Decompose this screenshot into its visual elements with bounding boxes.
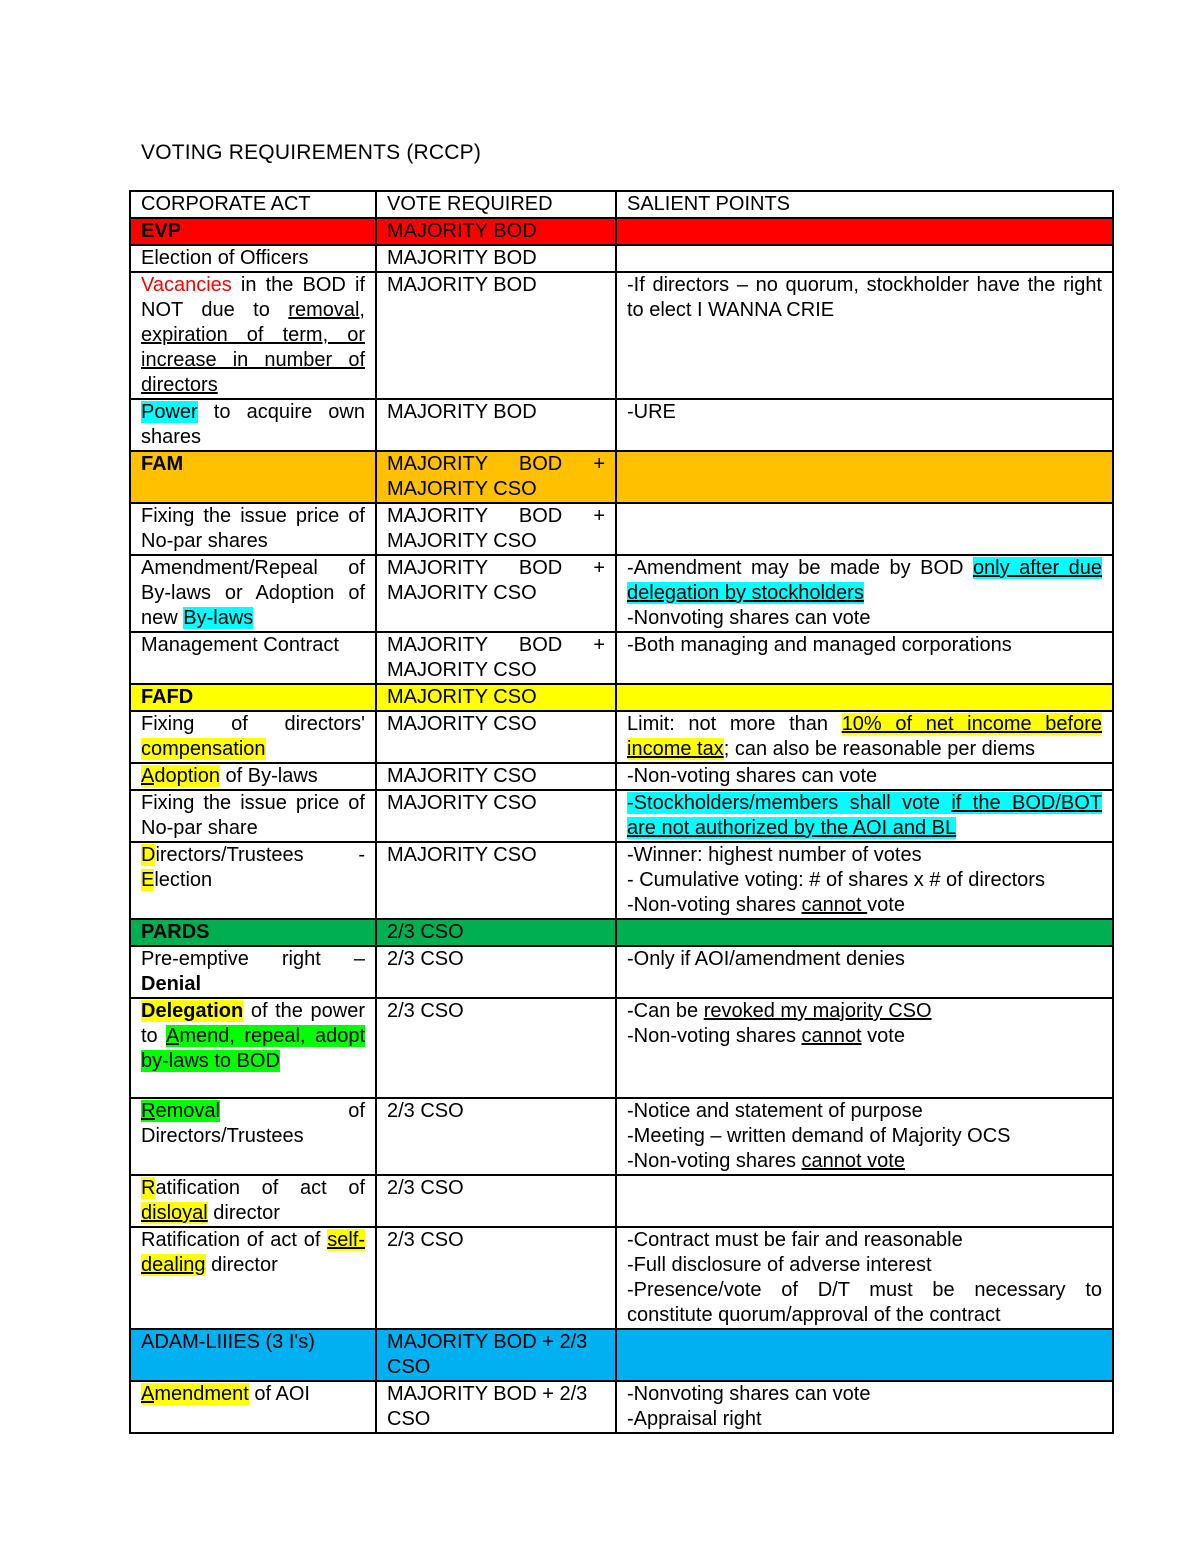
vote-cell: MAJORITY BOD + 2/3 CSO bbox=[376, 1329, 616, 1381]
point-text: revoked my majority CSO bbox=[703, 1000, 932, 1022]
act-text: lection bbox=[154, 869, 213, 891]
point-text: only after due delegation by stockholders bbox=[627, 557, 1102, 604]
act-text: R bbox=[141, 1177, 156, 1199]
group-label: PARDS bbox=[130, 919, 376, 946]
vote-cell: MAJORITY BOD + MAJORITY CSO bbox=[376, 632, 616, 684]
point-line bbox=[627, 999, 1102, 1024]
act-text: to acquire own shares bbox=[141, 401, 365, 448]
act-cell bbox=[130, 555, 376, 632]
point-line: -Notice and statement of purpose bbox=[627, 1100, 923, 1122]
act-cell bbox=[130, 763, 376, 790]
table-row bbox=[130, 632, 1113, 684]
act-cell bbox=[130, 842, 376, 919]
vote-cell: 2/3 CSO bbox=[376, 998, 616, 1098]
vote-cell: MAJORITY BOD + 2/3 CSO bbox=[376, 1381, 616, 1433]
table-row bbox=[130, 245, 1113, 272]
point-text: - bbox=[627, 792, 634, 814]
act-text: D bbox=[141, 844, 156, 866]
point-text: -Non-voting shares bbox=[627, 1025, 802, 1047]
vote-cell: MAJORITY BOD + MAJORITY CSO bbox=[376, 451, 616, 503]
header-vote-required: VOTE REQUIRED bbox=[376, 191, 616, 218]
point-line: -Nonvoting shares can vote bbox=[627, 607, 871, 629]
point-text: if the BOD/BOT are not authorized by the AOI and BL bbox=[627, 792, 1102, 839]
vote-cell: MAJORITY BOD + MAJORITY CSO bbox=[376, 503, 616, 555]
vote-cell: MAJORITY BOD + MAJORITY CSO bbox=[376, 555, 616, 632]
point-text: -Non-voting shares bbox=[627, 894, 802, 916]
vote-cell: MAJORITY CSO bbox=[376, 790, 616, 842]
point-line: -Contract must be fair and reasonable bbox=[627, 1229, 963, 1251]
act-text: Fixing of directors' bbox=[141, 713, 365, 735]
act-cell bbox=[130, 1098, 376, 1175]
point-line: -Nonvoting shares can vote bbox=[627, 1383, 871, 1405]
act-cell: Management Contract bbox=[130, 632, 376, 684]
act-text: of By-laws bbox=[219, 765, 318, 787]
group-row-fam bbox=[130, 451, 1113, 503]
vote-cell: MAJORITY BOD bbox=[376, 272, 616, 399]
table-row bbox=[130, 998, 1113, 1098]
table-row bbox=[130, 842, 1113, 919]
group-row-fafd bbox=[130, 684, 1113, 711]
act-text: Pre-emptive right – bbox=[141, 948, 365, 970]
point-text: cannot bbox=[801, 894, 868, 916]
table-row bbox=[130, 763, 1113, 790]
point-line bbox=[627, 556, 1102, 606]
group-label: EVP bbox=[130, 218, 376, 245]
act-cell bbox=[130, 711, 376, 763]
act-text: of Directors/Trustees bbox=[141, 1100, 365, 1147]
points-cell bbox=[616, 790, 1113, 842]
act-text: compensation bbox=[141, 738, 266, 760]
points-cell bbox=[616, 555, 1113, 632]
point-text: Stockholders/members shall vote bbox=[633, 792, 952, 814]
vote-cell: MAJORITY BOD bbox=[376, 399, 616, 451]
points-cell bbox=[616, 842, 1113, 919]
vote-cell: 2/3 CSO bbox=[376, 919, 616, 946]
act-text: A bbox=[166, 1025, 180, 1047]
vote-cell: 2/3 CSO bbox=[376, 1227, 616, 1329]
table-row bbox=[130, 555, 1113, 632]
points-cell bbox=[616, 218, 1113, 245]
group-label: ADAM-LIIIES (3 I's) bbox=[130, 1329, 376, 1381]
vote-cell: MAJORITY BOD bbox=[376, 218, 616, 245]
page-title: VOTING REQUIREMENTS (RCCP) bbox=[141, 141, 482, 164]
points-cell bbox=[616, 1329, 1113, 1381]
table-row bbox=[130, 946, 1113, 998]
point-text: vote bbox=[861, 1025, 905, 1047]
act-text: removal, expiration of term, or increase in number of directors bbox=[141, 299, 365, 396]
table-row bbox=[130, 711, 1113, 763]
table-row bbox=[130, 399, 1113, 451]
act-cell bbox=[130, 272, 376, 399]
table-row bbox=[130, 503, 1113, 555]
act-text: of the power to bbox=[141, 1000, 365, 1047]
voting-requirements-table bbox=[129, 190, 1114, 1434]
act-text: irectors/Trustees - bbox=[155, 844, 365, 866]
group-row-evp bbox=[130, 218, 1113, 245]
act-text: E bbox=[141, 869, 155, 891]
points-cell: -Both managing and managed corporations bbox=[616, 632, 1113, 684]
vote-cell: MAJORITY CSO bbox=[376, 711, 616, 763]
act-text: mendment bbox=[154, 1383, 249, 1405]
table-header-row bbox=[130, 191, 1113, 218]
point-text: cannot vote bbox=[801, 1150, 905, 1172]
points-cell: -If directors – no quorum, stockholder have the right to elect I WANNA CRIE bbox=[616, 272, 1113, 399]
point-line: -Meeting – written demand of Majority OCS bbox=[627, 1125, 1011, 1147]
point-line: -Winner: highest number of votes bbox=[627, 844, 922, 866]
act-text: A bbox=[141, 765, 155, 787]
point-line: -Full disclosure of adverse interest bbox=[627, 1254, 932, 1276]
points-cell: -Only if AOI/amendment denies bbox=[616, 946, 1113, 998]
vote-cell: 2/3 CSO bbox=[376, 1175, 616, 1227]
group-label: FAFD bbox=[130, 684, 376, 711]
points-cell bbox=[616, 503, 1113, 555]
act-cell: Fixing the issue price of No-par share bbox=[130, 790, 376, 842]
point-line: -Appraisal right bbox=[627, 1408, 762, 1430]
act-text: Denial bbox=[141, 973, 202, 995]
points-cell bbox=[616, 245, 1113, 272]
act-cell bbox=[130, 998, 376, 1098]
point-text: -Can be bbox=[627, 1000, 704, 1022]
point-line bbox=[627, 893, 1102, 918]
act-text: By-laws bbox=[183, 607, 254, 629]
act-text: Power bbox=[141, 401, 198, 423]
point-line bbox=[627, 1024, 1102, 1049]
points-cell: -URE bbox=[616, 399, 1113, 451]
point-line bbox=[627, 1149, 1102, 1174]
group-row-adam bbox=[130, 1329, 1113, 1381]
group-label: FAM bbox=[130, 451, 376, 503]
points-cell bbox=[616, 1227, 1113, 1329]
header-salient-points: SALIENT POINTS bbox=[616, 191, 1113, 218]
act-cell bbox=[130, 1381, 376, 1433]
points-cell bbox=[616, 1175, 1113, 1227]
table-row bbox=[130, 1227, 1113, 1329]
points-cell bbox=[616, 1098, 1113, 1175]
vote-cell: MAJORITY BOD bbox=[376, 245, 616, 272]
act-text: of AOI bbox=[248, 1383, 310, 1405]
act-cell bbox=[130, 1175, 376, 1227]
point-text: ; can also be reasonable per diems bbox=[723, 738, 1036, 760]
vote-cell: MAJORITY CSO bbox=[376, 763, 616, 790]
vote-cell: 2/3 CSO bbox=[376, 946, 616, 998]
act-text: disloyal bbox=[141, 1202, 208, 1224]
act-cell: Fixing the issue price of No-par shares bbox=[130, 503, 376, 555]
points-cell bbox=[616, 711, 1113, 763]
group-row-pards bbox=[130, 919, 1113, 946]
act-cell bbox=[130, 1227, 376, 1329]
table-row bbox=[130, 1381, 1113, 1433]
act-text: Ratification of act of bbox=[141, 1229, 328, 1251]
act-cell bbox=[130, 946, 376, 998]
act-text: director bbox=[207, 1202, 280, 1224]
point-text: -Amendment may be made by BOD bbox=[627, 557, 973, 579]
vote-cell: MAJORITY CSO bbox=[376, 842, 616, 919]
point-text: -Non-voting shares bbox=[627, 1150, 802, 1172]
act-cell bbox=[130, 399, 376, 451]
point-line: -Presence/vote of D/T must be necessary to constitute quorum/approval of the contract bbox=[627, 1279, 1102, 1326]
act-text: Amendment/Repeal of By-laws or Adoption of new bbox=[141, 557, 365, 629]
act-text: director bbox=[205, 1254, 278, 1276]
points-cell bbox=[616, 451, 1113, 503]
table-row bbox=[130, 790, 1113, 842]
points-cell: -Non-voting shares can vote bbox=[616, 763, 1113, 790]
act-text: mend, repeal, adopt by-laws to BOD bbox=[141, 1025, 365, 1072]
points-cell bbox=[616, 684, 1113, 711]
act-text: A bbox=[141, 1383, 155, 1405]
points-cell bbox=[616, 919, 1113, 946]
act-text: atification of act of bbox=[155, 1177, 365, 1199]
points-cell bbox=[616, 1381, 1113, 1433]
act-text: in the BOD if NOT due to bbox=[141, 274, 365, 321]
vote-cell: MAJORITY CSO bbox=[376, 684, 616, 711]
vote-cell: 2/3 CSO bbox=[376, 1098, 616, 1175]
act-text: emoval bbox=[155, 1100, 220, 1122]
point-text: Limit: not more than bbox=[627, 713, 842, 735]
point-text: 10% of net income before income tax bbox=[627, 713, 1102, 760]
act-text: doption bbox=[154, 765, 220, 787]
table-row bbox=[130, 1098, 1113, 1175]
act-text: R bbox=[141, 1100, 156, 1122]
act-text: Delegation bbox=[141, 1000, 244, 1022]
points-cell bbox=[616, 998, 1113, 1098]
act-text: Vacancies bbox=[141, 274, 232, 296]
point-line: - Cumulative voting: # of shares x # of directors bbox=[627, 869, 1045, 891]
point-text: vote bbox=[867, 894, 905, 916]
act-cell: Election of Officers bbox=[130, 245, 376, 272]
point-text: cannot bbox=[801, 1025, 862, 1047]
table-row bbox=[130, 272, 1113, 399]
act-text: self-dealing bbox=[141, 1229, 365, 1276]
table-row bbox=[130, 1175, 1113, 1227]
header-corporate-act: CORPORATE ACT bbox=[130, 191, 376, 218]
